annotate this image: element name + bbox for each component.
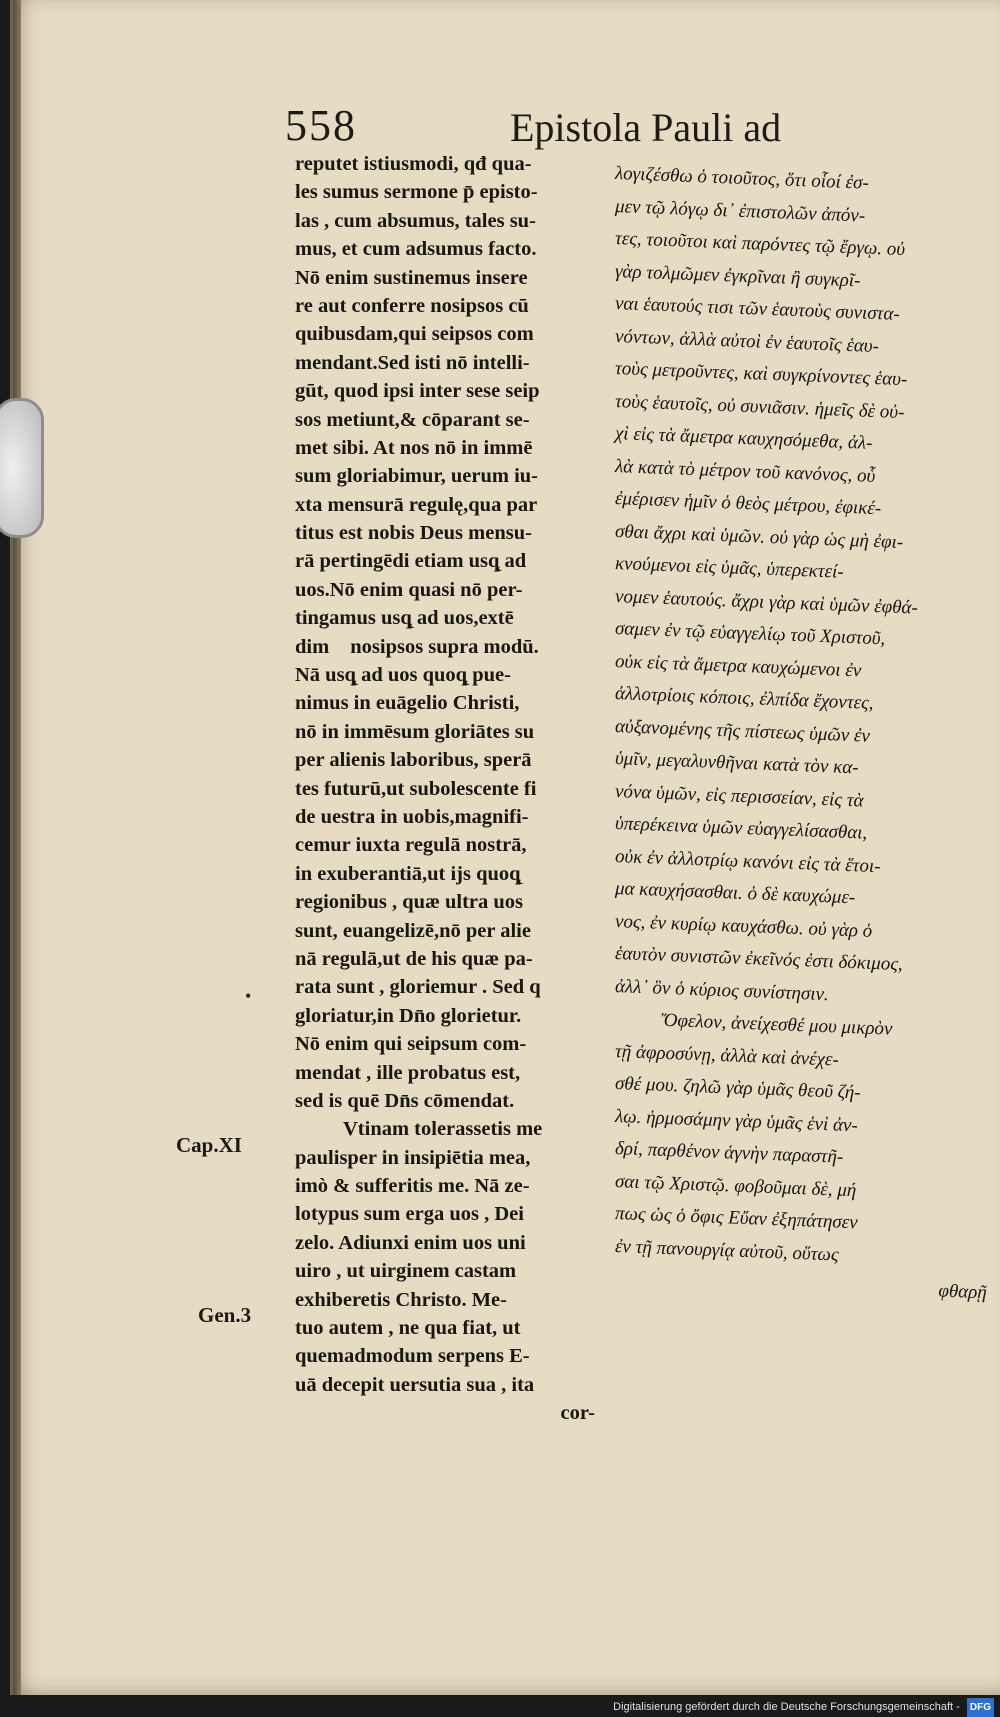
greek-text-line: μεν τῷ λόγῳ δι᾽ ἐπιστολῶν ἀπόν-	[614, 195, 866, 227]
greek-text-line: ἑαυτὸν συνιστῶν ἐκεῖνός ἐστι δόκιμος,	[614, 943, 904, 976]
latin-text-line: quibusdam,qui seipsos com	[295, 323, 534, 346]
book-clip-holder	[0, 398, 44, 538]
margin-chapter-note: Cap.XI	[176, 1133, 242, 1157]
greek-text-line: λογιζέσθω ὁ τοιοῦτος, ὅτι οἷοί ἐσ-	[614, 163, 870, 194]
latin-text-line: reputet istiusmodi, qđ qua-	[295, 153, 532, 175]
latin-text-line: xta mensurā regulę,qua par	[295, 493, 538, 516]
latin-text-line: nō in immēsum gloriātes su	[295, 720, 535, 743]
latin-text-line: uā decepit uersutia sua , ita	[295, 1373, 535, 1396]
greek-text-line: σθέ μου. ζηλῶ γὰρ ὑμᾶς θεοῦ ζή-	[614, 1073, 862, 1104]
greek-text-line: νος, ἐν κυρίῳ καυχάσθω. οὐ γὰρ ὁ	[614, 910, 873, 942]
greek-text-line: κνούμενοι εἰς ὑμᾶς, ὑπερεκτεί-	[614, 553, 845, 583]
page-number: 558	[285, 101, 357, 150]
greek-text-line: νόνα ὑμῶν, εἰς περισσείαν, εἰς τὰ	[614, 780, 864, 812]
latin-text-line: re aut conferre nosipsos cū	[295, 294, 529, 317]
latin-text-line: tuo autem , ne qua fiat, ut	[295, 1317, 521, 1340]
greek-text-line: ὑπερέκεινα ὑμῶν εὐαγγελίσασθαι,	[614, 813, 868, 844]
latin-text-line: las , cum absumus, tales su-	[295, 209, 536, 232]
latin-text-line: exhiberetis Christo. Me-	[295, 1288, 507, 1311]
latin-text-line: regionibus , quæ ultra uos	[295, 891, 524, 914]
latin-block-ch10	[295, 150, 595, 1115]
greek-text-line: νομεν ἑαυτούς. ἄχρι γὰρ καὶ ὑμῶν ἐφθά-	[614, 585, 919, 619]
latin-text-line: per alienis laboribus, sperā	[295, 749, 532, 772]
page-binding-edge	[13, 0, 21, 1695]
latin-text-line: mendat , ille probatus est,	[295, 1061, 521, 1084]
latin-text-line: nā regulā,ut de his quæ pa-	[295, 947, 533, 970]
latin-text-line: rata sunt , gloriemur . Sed q	[295, 976, 541, 999]
greek-text-line: ναι ἑαυτούς τισι τῶν ἑαυτοὺς συνιστα-	[614, 293, 901, 325]
latin-text-line: imò & sufferitis me. Nā ze-	[295, 1175, 530, 1198]
greek-text-line: σαι τῷ Χριστῷ. φοβοῦμαι δὲ, μή	[614, 1170, 857, 1201]
latin-text-line: quemadmodum serpens E-	[295, 1345, 530, 1368]
latin-text-line: cor-	[560, 1402, 595, 1425]
latin-text-line: dim᷒ nosipsos supra modū.	[295, 635, 539, 658]
latin-text-line: paulisper in insipiētia mea,	[295, 1146, 531, 1169]
latin-text-line: zelo. Adiunxi enim uos uni	[295, 1231, 526, 1254]
greek-text-line: ἀλλ᾽ ὃν ὁ κύριος συνίστησιν.	[614, 975, 830, 1005]
latin-text-line: titus est nobis Deus mensu-	[295, 522, 532, 545]
latin-text-line: mendant.Sed isti nō intelli-	[295, 351, 530, 374]
greek-text-line: σαμεν ἐν τῷ εὐαγγελίῳ τοῦ Χριστοῦ,	[614, 618, 886, 650]
greek-text-line: τῇ ἀφροσύνῃ, ἀλλὰ καὶ ἀνέχε-	[614, 1040, 840, 1071]
latin-text-line: uiro , ut uirginem castam	[295, 1260, 517, 1283]
latin-text-line: nimus in euāgelio Christi,	[295, 692, 520, 715]
latin-text-line: sunt, euangelizē,nō per alie	[295, 919, 531, 942]
latin-text-line: sed is quē Dn̄s cōmendat.	[295, 1089, 515, 1112]
greek-text-line: Ὄφελον, ἀνείχεσθέ μου μικρὸν	[660, 1009, 893, 1040]
dfg-logo: DFG	[967, 1698, 994, 1717]
greek-text-line: τοὺς μετροῦντες, καὶ συγκρίνοντες ἑαυ-	[614, 358, 908, 391]
latin-text-line: lotypus sum erga uos , Dei	[295, 1203, 524, 1226]
greek-text-line: νόντων, ἀλλὰ αὐτοὶ ἐν ἑαυτοῖς ἑαυ-	[614, 325, 880, 357]
greek-text-line: χὶ εἰς τὰ ἄμετρα καυχησόμεθα, ἀλ-	[614, 423, 873, 454]
latin-text-line: gloriatur,in Dn̄o glorietur.	[295, 1004, 522, 1027]
latin-text-line: Nō enim qui seipsum com-	[295, 1033, 527, 1056]
greek-text-line: λὰ κατὰ τὸ μέτρον τοῦ κανόνος, οὗ	[614, 455, 876, 487]
latin-text-line: uos.Nō enim quasi nō per-	[295, 578, 523, 601]
greek-text-line: τες, τοιοῦτοι καὶ παρόντες τῷ ἔργῳ. οὐ	[614, 228, 906, 261]
greek-text-line: μα καυχήσασθαι. ὁ δὲ καυχώμε-	[614, 878, 856, 909]
latin-text-line: met sibi. At nos nō in immē	[295, 436, 533, 459]
greek-text-line: ἐμέρισεν ἡμῖν ὁ θεὸς μέτρου, ἐφικέ-	[614, 488, 882, 520]
latin-text-line: rā pertingēdi etiam usq̨ ad	[295, 550, 527, 573]
latin-text-line: tes futurū,ut subolescente fi	[295, 777, 537, 800]
latin-text-line: cemur iuxta regulā nostrā,	[295, 834, 527, 857]
greek-text-line: ὑμῖν, μεγαλυνθῆναι κατὰ τὸν κα-	[614, 748, 859, 779]
greek-text-column	[614, 158, 988, 1304]
greek-text-line: ἐν τῇ πανουργίᾳ αὐτοῦ, οὕτως	[614, 1235, 840, 1266]
greek-text-line: αὐξανομένης τῆς πίστεως ὑμῶν ἐν	[614, 715, 871, 747]
greek-text-line: τοὺς ἑαυτοῖς, οὐ συνιᾶσιν. ἡμεῖς δὲ οὐ-	[614, 390, 905, 423]
latin-text-line: sos metiunt,& cōparant se-	[295, 408, 530, 431]
greek-text-line: γὰρ τολμῶμεν ἐγκρῖναι ἢ συγκρῖ-	[614, 260, 861, 291]
latin-text-line: tingamus usq̨ ad uos,extē	[295, 607, 514, 630]
latin-text-line: mus, et cum adsumus facto.	[295, 238, 537, 261]
greek-text-line: σθαι ἄχρι καὶ ὑμῶν. οὐ γὰρ ὡς μὴ ἐφι-	[614, 520, 904, 553]
latin-text-column	[295, 150, 595, 1428]
greek-text-line: δρί, παρθένον ἁγνὴν παραστῆ-	[614, 1138, 844, 1168]
greek-block-ch11	[614, 1003, 988, 1304]
greek-text-line: φθαρῇ	[938, 1280, 988, 1304]
digitization-credit	[0, 1698, 1000, 1717]
running-title: Epistola Pauli ad	[510, 105, 782, 150]
latin-text-line: de uestra in uobis,magnifi-	[295, 805, 529, 828]
greek-text-line: πως ὡς ὁ ὄφις Εὔαν ἐξηπάτησεν	[614, 1203, 859, 1234]
credit-text: Digitalisierung gefördert durch die Deutsche Forschungsgemeinschaft -	[613, 1701, 960, 1713]
latin-text-line: gūt, quod ipsi inter sese seip	[295, 380, 540, 403]
latin-text-line: sum gloriabimur, uerum iu-	[295, 465, 538, 488]
margin-mark: •	[245, 986, 252, 1006]
greek-text-line: ἀλλοτρίοις κόποις, ἐλπίδα ἔχοντες,	[614, 683, 874, 714]
greek-text-line: λῳ. ἡρμοσάμην γὰρ ὑμᾶς ἑνὶ ἀν-	[614, 1105, 859, 1136]
latin-text-line: Nā usq̨ ad uos quoq̨ pue-	[295, 664, 511, 687]
latin-text-line: les sumus sermone p̄ episto-	[295, 181, 538, 204]
latin-block-ch11	[295, 1115, 595, 1427]
greek-block-ch10	[615, 158, 987, 1003]
latin-text-line: Nō enim sustinemus insere	[295, 266, 528, 289]
greek-text-line: οὐκ εἰς τὰ ἄμετρα καυχώμενοι ἐν	[614, 650, 862, 681]
latin-text-line: in exuberantiā,ut ijs quoq̨	[295, 862, 521, 885]
latin-text-line: Vtinam tolerassetis me	[343, 1118, 543, 1141]
greek-text-line: οὐκ ἐν ἀλλοτρίῳ κανόνι εἰς τὰ ἕτοι-	[614, 845, 881, 877]
margin-reference-note: Gen.3	[198, 1303, 252, 1327]
